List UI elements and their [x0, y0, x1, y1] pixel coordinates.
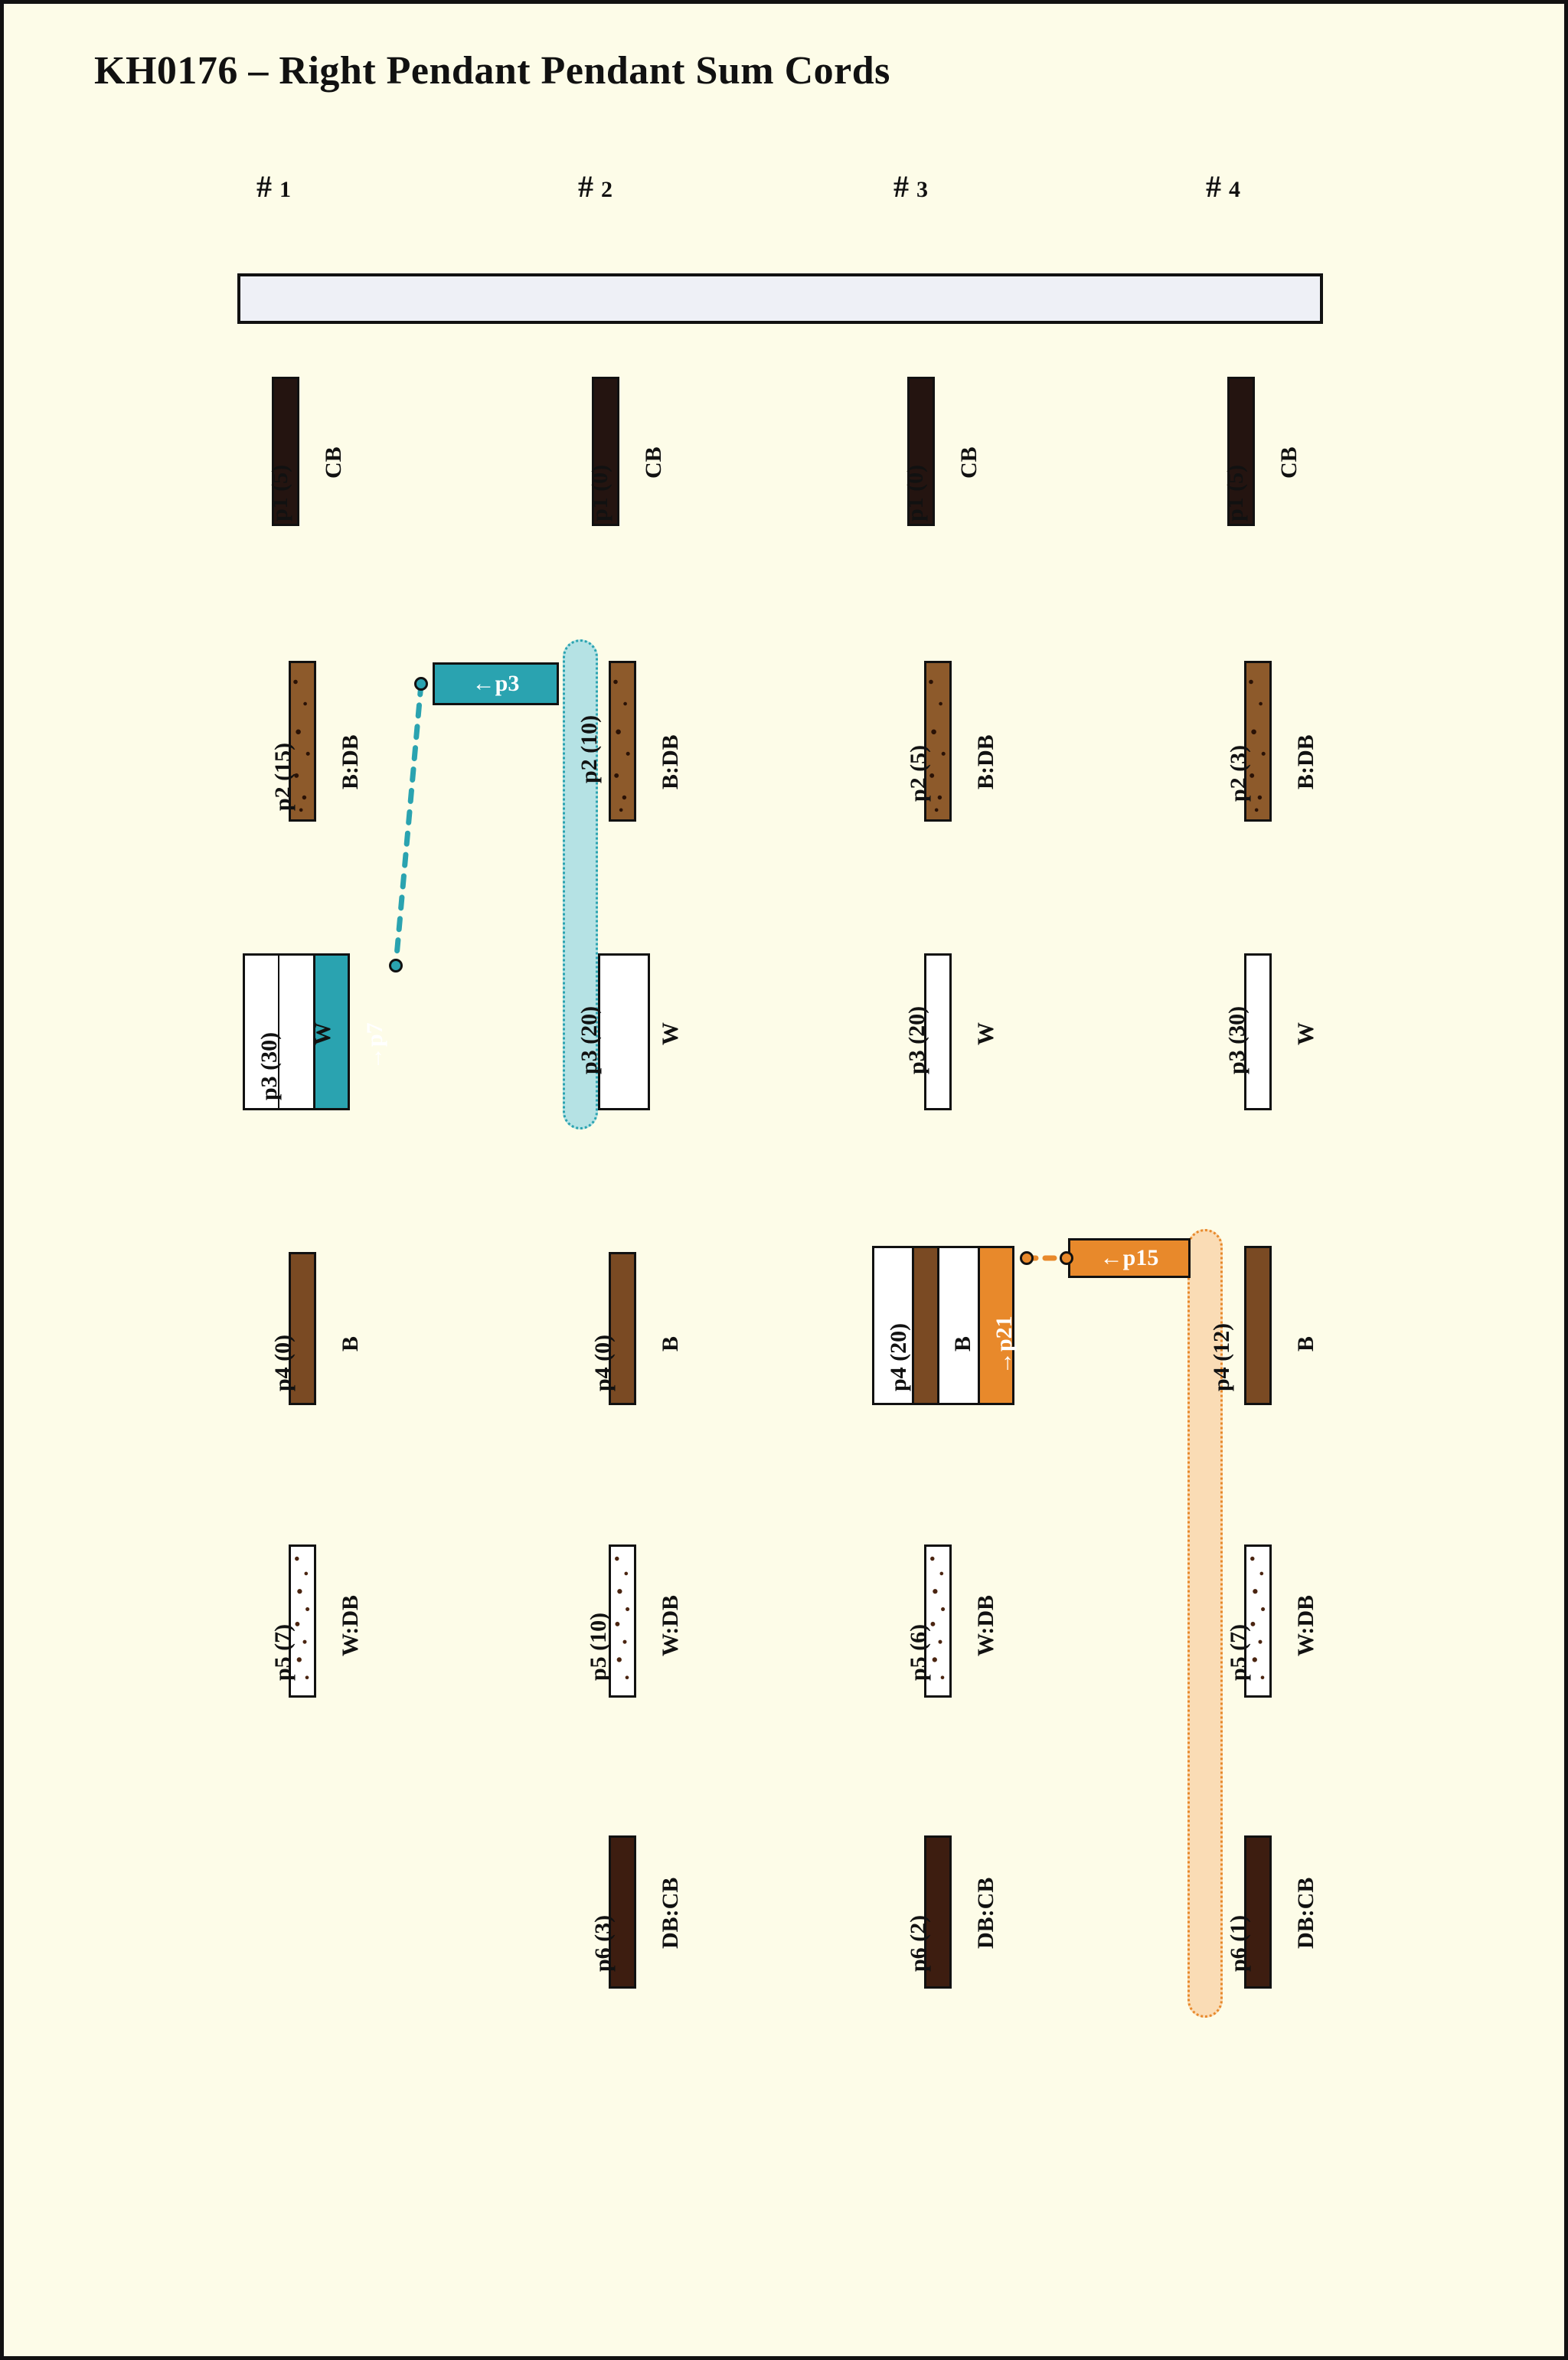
cord-c2-p2-color: B:DB [658, 734, 683, 789]
cord-c1-p1-value: p1 (5) [267, 464, 292, 521]
cord-c3-p2-color: B:DB [973, 734, 998, 789]
cord-c4-p6-color: DB:CB [1293, 1877, 1318, 1949]
cord-c4-p1-value: p1 (5) [1223, 464, 1248, 521]
cord-c4-p4-value: p4 (12) [1209, 1322, 1234, 1391]
cord-c3-p3-color: W [973, 1022, 998, 1045]
column-header-1 [256, 168, 291, 204]
cord-c1-p5-color: W:DB [338, 1594, 363, 1656]
cord-c1-p5-value: p5 (7) [270, 1623, 296, 1681]
cord-c2-p5[interactable] [609, 1544, 636, 1698]
cord-c2-p6-color: DB:CB [658, 1877, 683, 1949]
cord-c1-p2-value: p2 (15) [270, 742, 296, 811]
cord-c4-p2-color: B:DB [1293, 734, 1318, 789]
column-header-2-label: # [578, 169, 593, 204]
cord-c2-p1-color: CB [641, 446, 666, 479]
cord-c4-p4-color: B [1293, 1335, 1318, 1352]
column-header-2 [578, 168, 612, 204]
cord-c4-p5-color: W:DB [1293, 1594, 1318, 1656]
cord-c2-p3[interactable] [598, 953, 650, 1110]
cord-c4-p2-value: p2 (3) [1226, 744, 1251, 802]
cord-c3-p4-annotation: →p21 [991, 1316, 1017, 1374]
page-title: KH0176 – Right Pendant Pendant Sum Cords [94, 49, 890, 93]
cord-c2-p3-color: W [658, 1022, 683, 1045]
cord-c3-p6-color: DB:CB [973, 1877, 998, 1949]
cord-c1-p1-color: CB [321, 446, 346, 479]
column-header-2-number: 2 [601, 177, 612, 202]
cord-c3-p5-value: p5 (6) [906, 1623, 931, 1681]
cord-c2-p6-value: p6 (3) [590, 1914, 616, 1972]
cord-c2-p5-color: W:DB [658, 1594, 683, 1656]
cord-c1-p3-value: p3 (30) [256, 1031, 282, 1100]
connector-lines [4, 4, 1568, 2360]
connector-dot-p3-start [414, 677, 428, 691]
primary-cord-bar [237, 273, 1323, 324]
cord-c1-p4-color: B [338, 1335, 363, 1352]
column-header-3-label: # [893, 169, 909, 204]
cord-c2-p2-value: p2 (10) [577, 714, 602, 783]
cord-c3-p4-color: B [950, 1335, 975, 1352]
connector-flag-p3-label: ←p3 [472, 671, 520, 696]
cord-c3-p4-value: p4 (20) [886, 1322, 911, 1391]
connector-flag-p15-label: ←p15 [1099, 1245, 1159, 1270]
cord-c3-p1-value: p1 (0) [903, 464, 928, 521]
cord-c2-p5-value: p5 (10) [586, 1612, 611, 1681]
column-header-1-label: # [256, 169, 272, 204]
connector-flag-p3[interactable] [433, 662, 559, 705]
cord-c4-p4[interactable] [1244, 1246, 1272, 1405]
column-header-3-number: 3 [916, 177, 928, 202]
cord-c3-p2-value: p2 (5) [906, 744, 931, 802]
cord-c1-p2-color: B:DB [338, 734, 363, 789]
cord-c2-p2[interactable] [609, 661, 636, 822]
cord-c3-p1-color: CB [956, 446, 982, 479]
cord-c2-p4-color: B [658, 1335, 683, 1352]
connector-dot-p15-start [1020, 1251, 1034, 1265]
cord-c3-p4-band [912, 1246, 939, 1405]
cord-c1-p4-value: p4 (0) [270, 1334, 296, 1391]
cord-c3-p5-color: W:DB [973, 1594, 998, 1656]
column-header-4-label: # [1206, 169, 1221, 204]
cord-c3-p6-value: p6 (2) [906, 1914, 931, 1972]
column-header-3 [893, 168, 928, 204]
cord-c2-p1-value: p1 (0) [587, 464, 612, 521]
cord-c1-p3-color: W [310, 1022, 335, 1045]
cord-c4-p6-value: p6 (1) [1226, 1914, 1251, 1972]
column-header-4-number: 4 [1229, 177, 1240, 202]
column-header-1-number: 1 [279, 177, 291, 202]
cord-c4-p3-color: W [1293, 1022, 1318, 1045]
cord-c1-p3-annotation: →p7 [362, 1022, 387, 1070]
cord-c3-p3-value: p3 (20) [904, 1005, 929, 1074]
cord-c4-p5-value: p5 (7) [1226, 1623, 1251, 1681]
column-header-4 [1206, 168, 1240, 204]
connector-dot-p3-end [389, 959, 403, 972]
cord-c4-p3-value: p3 (30) [1224, 1005, 1250, 1074]
connector-dot-p15-end [1060, 1251, 1073, 1265]
cord-c2-p4-value: p4 (0) [590, 1334, 616, 1391]
cord-c2-p3-value: p3 (20) [577, 1005, 602, 1074]
connector-flag-p15[interactable] [1068, 1238, 1191, 1278]
cord-c4-p1-color: CB [1276, 446, 1302, 479]
